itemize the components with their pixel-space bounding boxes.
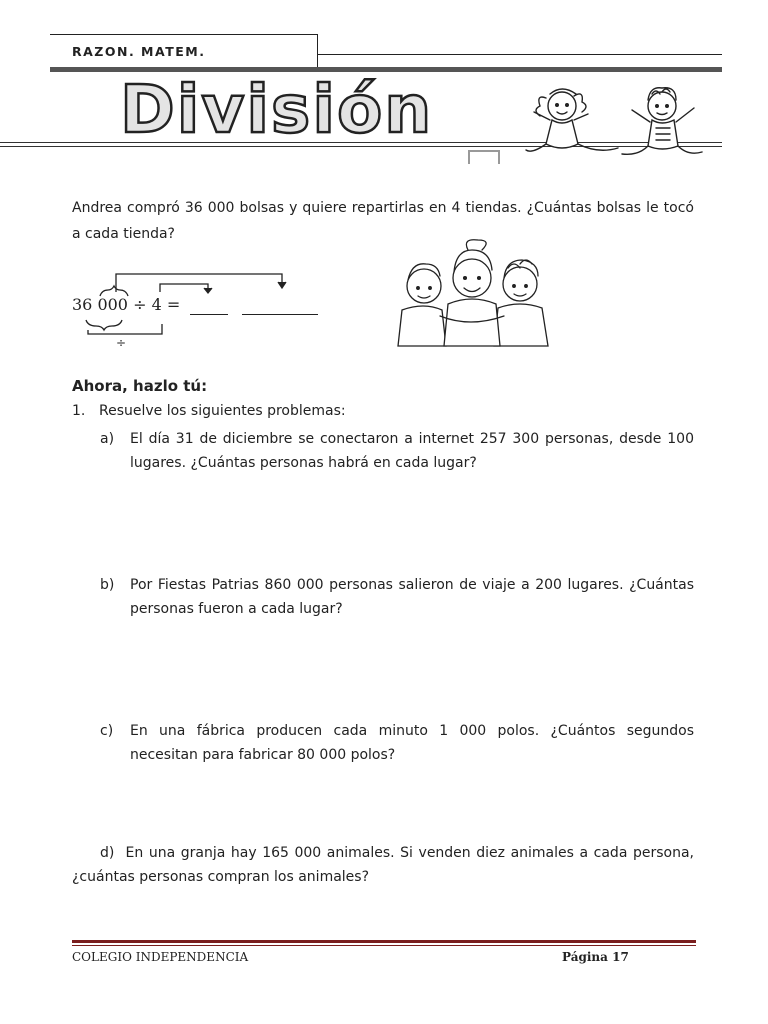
problem-item-a xyxy=(100,427,694,475)
instruction-line xyxy=(72,403,346,419)
instruction-text: Resuelve los siguientes problemas: xyxy=(99,403,346,419)
three-children-illustration xyxy=(384,238,560,350)
division-symbol-label: ÷ xyxy=(116,336,127,350)
item-text: El día 31 de diciembre se conectaron a internet 257 300 personas, desde 100 lugares. ¿Cuántas personas habrá en cada lugar? xyxy=(130,431,694,471)
page-title: División xyxy=(120,71,434,148)
item-text: En una fábrica producen cada minuto 1 000 polos. ¿Cuántos segundos necesitan para fabricar 80 000 polos? xyxy=(130,723,694,763)
footer-page-number: Página 17 xyxy=(562,950,629,964)
problem-item-d xyxy=(72,841,694,889)
problem-item-b xyxy=(100,573,694,621)
children-sitting-illustration xyxy=(510,84,722,162)
footer-rule-thin xyxy=(72,945,696,946)
list-number: 1. xyxy=(72,403,86,419)
item-label: b) xyxy=(100,577,115,593)
problem-item-c xyxy=(100,719,694,767)
header-rule xyxy=(318,54,722,55)
division-equation: 36 000 ÷ 4 = xyxy=(72,295,181,314)
intro-problem-text: Andrea compró 36 000 bolsas y quiere repartirlas en 4 tiendas. ¿Cuántas bolsas le tocó a cada tienda? xyxy=(72,200,694,242)
title-tab-mark xyxy=(468,150,500,164)
item-label: d) xyxy=(100,845,115,861)
answer-blank-1[interactable] xyxy=(190,314,228,315)
item-label: a) xyxy=(100,431,115,447)
item-label: c) xyxy=(100,723,114,739)
footer-school: COLEGIO INDEPENDENCIA xyxy=(72,950,249,964)
subject-label: RAZON. MATEM. xyxy=(72,44,206,59)
practice-heading: Ahora, hazlo tú: xyxy=(72,377,208,395)
answer-blank-2[interactable] xyxy=(242,314,318,315)
footer-rule-thick xyxy=(72,940,696,943)
item-text: En una granja hay 165 000 animales. Si venden diez animales a cada persona, ¿cuántas personas compran los animales? xyxy=(72,845,694,885)
item-text: Por Fiestas Patrias 860 000 personas salieron de viaje a 200 lugares. ¿Cuántas personas fueron a cada lugar? xyxy=(130,577,694,617)
